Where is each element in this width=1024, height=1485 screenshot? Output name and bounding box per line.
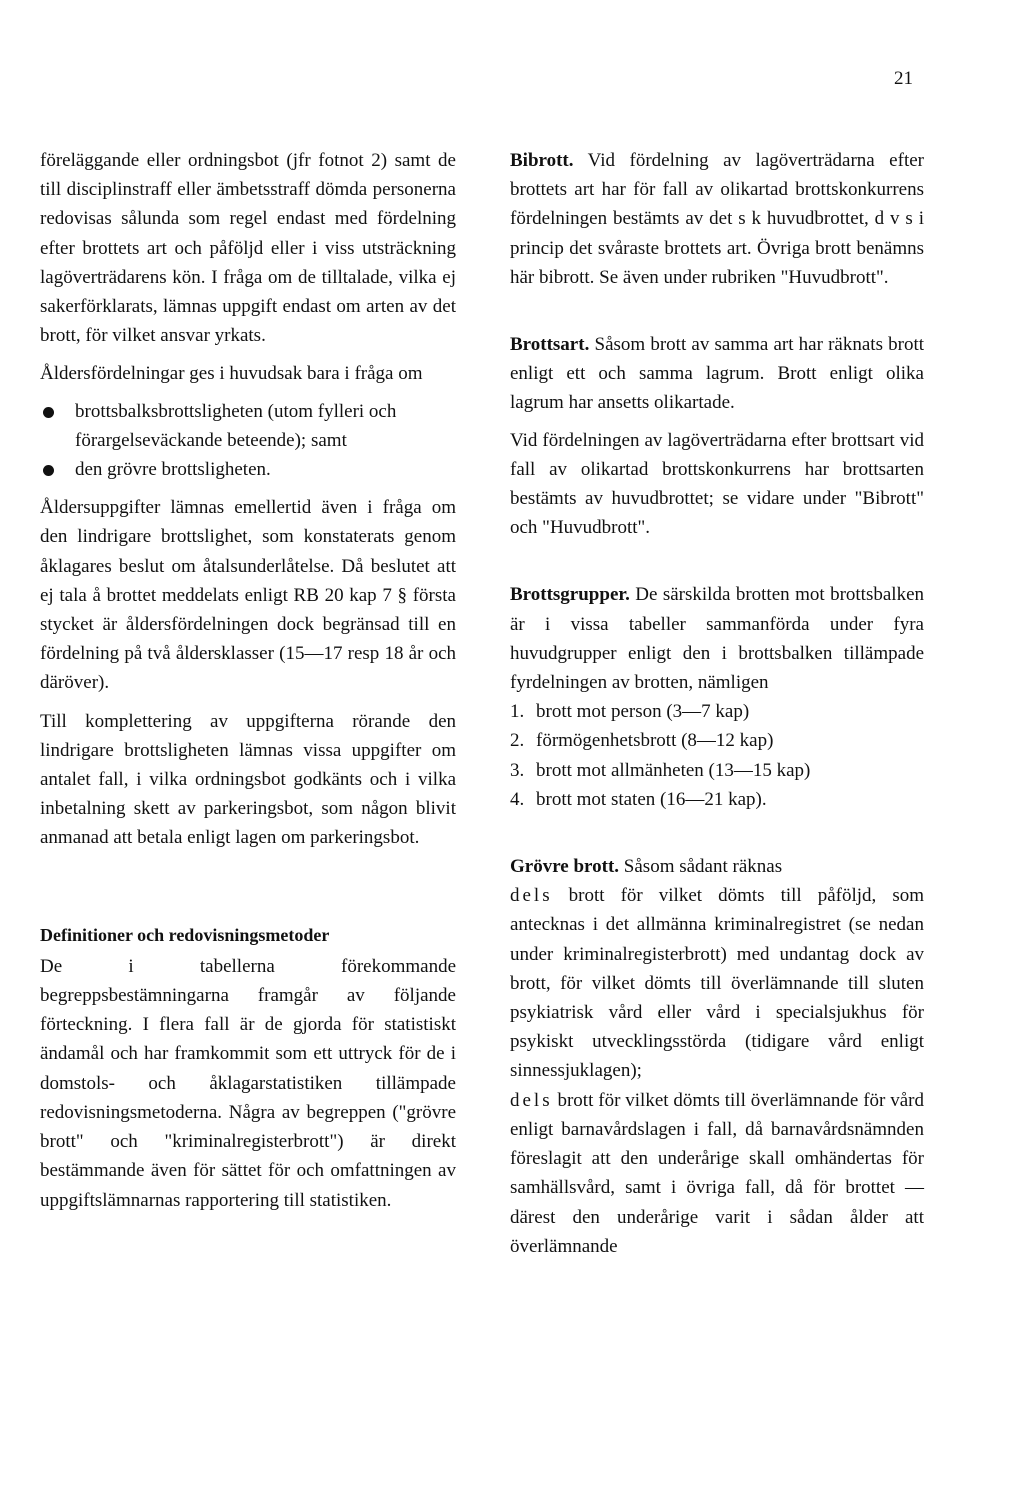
definition-brottsgrupper: Brottsgrupper. De särskilda brotten mot brottsbalken är i vissa tabeller sammanförda under fyra huvudgrupper enligt den i brottsbalken tillämpade fyrdelningen av brotten, nämligen [510,584,924,694]
definition-brottsart: Brottsart. Såsom brott av samma art har räknats brott enligt ett och samma lagrum. Brott enligt olika lagrum har ansetts olikartade. [510,334,925,414]
paragraph-age-distribution: Åldersfördelningar ges i huvudsak bara i fråga om [40,363,423,385]
term-bibrott: Bibrott. [510,150,574,171]
section-heading: Definitioner och redovisningsmetoder [40,924,330,945]
left-column [40,146,456,1215]
paragraph-reporting: föreläggande eller ordningsbot (jfr fotnot 2) samt de till disciplinstraff eller ämbetsstraff dömda personerna redovisas sålunda som regel endast med fördelning efter brottets art och påföljd eller i viss utsträckning lagöverträdarens kön. I fråga om de tilltalade, vilka ej sakerförklarats, lämnas uppgift endast om arten av det brott, för vilket ansvar yrkats. [40,150,456,347]
list-item: 4. brott mot staten (16—21 kap). [510,788,767,810]
list-item: 1. brott mot person (3—7 kap) [510,701,750,723]
paragraph-grovre-part2: dels brott för vilket dömts till överlämnande för vård enligt barnavårdslagen i fall, då barnavårdsnämnden föreslagit att den underårige skall omhändertas för samhällsvård, samt i övriga fall, då för brottet — därest den underårige varit i sådan ålder att överlämnande [510,1089,924,1257]
term-grovre-brott: Grövre brott. [510,856,620,878]
list-item: 3. brott mot allmänheten (13—15 kap) [510,759,811,781]
bullet-icon [43,407,54,418]
list-item: 2. förmögenhetsbrott (8—12 kap) [510,730,774,752]
right-column [510,146,924,1261]
paragraph-definitions-intro: De i tabellerna förekommande begreppsbestämningarna framgår av följande förteckning. I flera fall är de gjorda för statistiskt ändamål och har framkommit som ett uttryck för de i domstols- och åklagarstatistiken tillämpade redovisningsmetoderna. Några av begreppen ("grövre brott" och "kriminalregisterbrott") är direkt bestämmande även för sättet för och omfattningen av uppgiftslämnarnas rapportering till statistiken. [40,955,456,1211]
term-brottsgrupper: Brottsgrupper. [510,584,630,606]
definition-grovre-brott: Grövre brott. Såsom sådant räknas [510,856,783,878]
list-item: den grövre brottsligheten. [40,455,456,484]
bullet-list [40,397,456,485]
brottsgrupper-list [510,697,924,814]
paragraph-brottsart-2: Vid fördelningen av lagöverträdarna efter brottsart vid fall av olikartad brottskonkurrens har brottsarten bestämts av huvudbrottet; se vidare under "Bibrott" och "Huvudbrott". [510,429,924,539]
term-brottsart: Brottsart. [510,334,590,356]
paragraph-age-data: Åldersuppgifter lämnas emellertid även i fråga om den lindrigare brottslighet, som konstaterats genom åklagares beslut om åtalsunderlåtelse. Då beslutet att ej tala å brottet meddelats enligt RB 20 kap 7 § första stycket är åldersfördelningen dock begränsad till en fördelning på två åldersklasser (15—17 resp 18 år och däröver). [40,497,456,694]
definition-bibrott: Bibrott. Vid fördelning av lagöverträdarna efter brottets art har för fall av olikartad brottskonkurrens fördelningen bestämts av det s k huvudbrottet, d v s i princip det svåraste brottets art. Övriga brott benämns här bibrott. Se även under rubriken "Huvudbrott". [510,150,924,288]
paragraph-grovre-part1: dels brott för vilket dömts till påföljd, som antecknas i det allmänna kriminalregistret (se nedan under kriminalregisterbrott) med undantag dock av brott, för vilket dömts till överlämnande till sluten psykiatrisk vård eller vård i specialsjukhus för psykiskt utvecklingsstörda (tidigare vård enligt sinnessjuklagen); [510,885,925,1082]
page-number: 21 [894,68,913,89]
bullet-icon [43,465,54,476]
list-item: brottsbalksbrottsligheten (utom fylleri och förargelseväckande beteende); samt [40,397,456,455]
paragraph-supplement: Till komplettering av uppgifterna rörande den lindrigare brottsligheten lämnas vissa uppgifter om antalet fall, i vilka ordningsbot godkänts och i vilka inbetalning skett av parkeringsbot, som någon blivit anmanad att betala enligt lagen om parkeringsbot. [40,710,456,849]
